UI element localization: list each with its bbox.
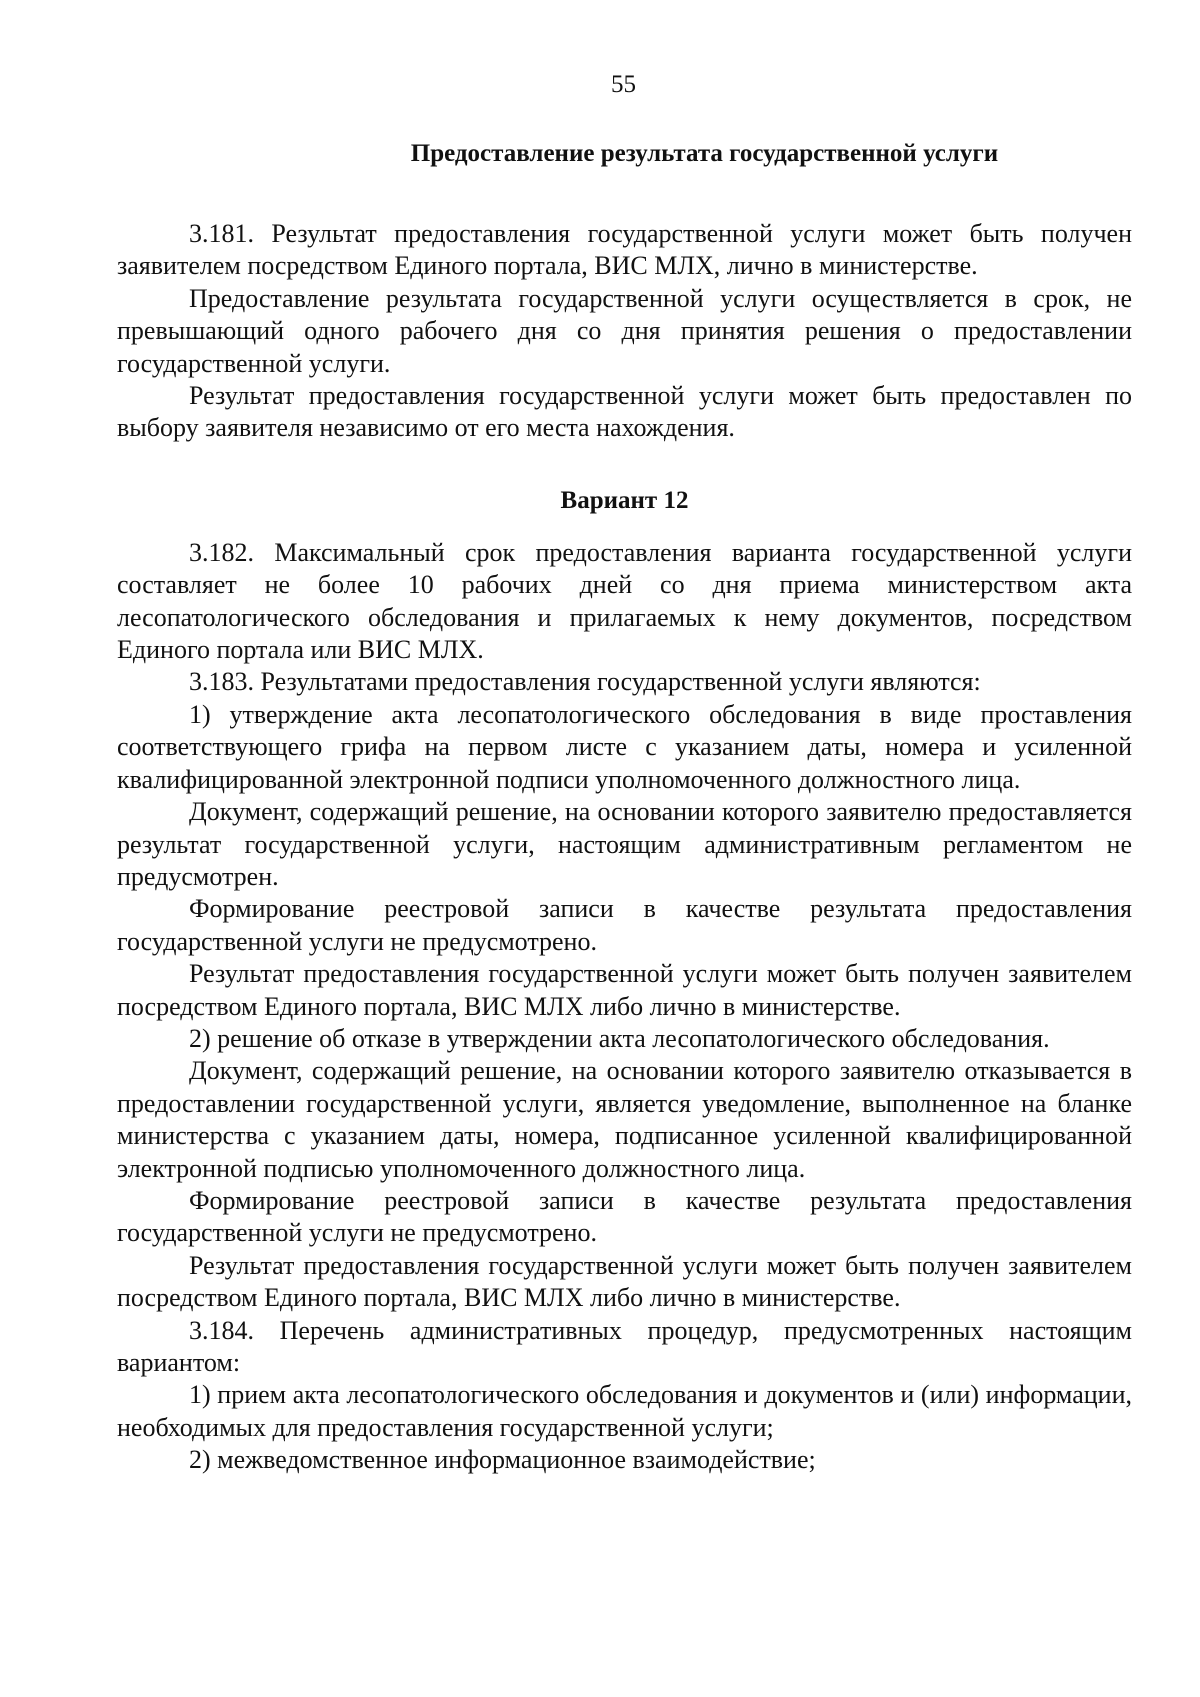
- paragraph-registry-record-2: Формирование реестровой записи в качестве результата предоставления государственной услуги не предусмотрено.: [117, 1185, 1132, 1248]
- paragraph-result-channels-1: Результат предоставления государственной услуги может быть получен заявителем посредством Единого портала, ВИС МЛХ либо лично в министерстве.: [117, 959, 1132, 1021]
- paragraph-3-182: 3.182. Максимальный срок предоставления варианта государственной услуги составляет не более 10 рабочих дней со дня приема министерством акта лесопатологического обследования и прилагаемых к нему документов, посредством Единого портала или ВИС МЛХ.: [117, 537, 1132, 665]
- paragraph-decision-document-2: Документ, содержащий решение, на основании которого заявителю отказывается в предоставлении государственной услуги, является уведомление, выполненное на бланке министерства с указанием даты, номера, подписанное усиленной квалифицированной электронной подписью уполномоченного должностного лица.: [117, 1056, 1132, 1183]
- paragraph-delivery-location: Результат предоставления государственной услуги может быть предоставлен по выбору заявителя независимо от его места нахождения.: [117, 381, 1132, 443]
- document-body: [117, 138, 1132, 1477]
- page-number: 55: [611, 71, 636, 98]
- paragraph-result-channels-2: Результат предоставления государственной услуги может быть получен заявителем посредством Единого портала, ВИС МЛХ либо лично в министерстве.: [117, 1250, 1132, 1313]
- paragraph-result-1-approval: 1) утверждение акта лесопатологического обследования в виде проставления соответствующего грифа на первом листе с указанием даты, номера и усиленной квалифицированной электронной подписи уполномоченного должностного лица.: [117, 699, 1132, 794]
- section-heading-variant-12: Вариант 12: [560, 486, 689, 514]
- paragraph-result-2-refusal: 2) решение об отказе в утверждении акта лесопатологического обследования.: [189, 1023, 1050, 1053]
- paragraph-3-184: 3.184. Перечень административных процедур, предусмотренных настоящим вариантом:: [117, 1315, 1132, 1377]
- paragraph-delivery-term: Предоставление результата государственной услуги осуществляется в срок, не превышающий одного рабочего дня со дня принятия решения о предоставлении государственной услуги.: [117, 283, 1132, 378]
- section-heading-result-delivery: Предоставление результата государственной услуги: [410, 140, 999, 167]
- paragraph-3-183: 3.183. Результатами предоставления государственной услуги являются:: [189, 667, 981, 697]
- paragraph-registry-record-1: Формирование реестровой записи в качестве результата предоставления государственной услуги не предусмотрено.: [117, 894, 1132, 956]
- paragraph-3-181: 3.181. Результат предоставления государственной услуги может быть получен заявителем посредством Единого портала, ВИС МЛХ, лично в министерстве.: [117, 219, 1132, 281]
- paragraph-procedure-1: 1) прием акта лесопатологического обследования и документов и (или) информации, необходимых для предоставления государственной услуги;: [117, 1380, 1132, 1442]
- paragraph-procedure-2: 2) межведомственное информационное взаимодействие;: [189, 1445, 816, 1475]
- paragraph-decision-document-1: Документ, содержащий решение, на основании которого заявителю предоставляется результат государственной услуги, настоящим административным регламентом не предусмотрен.: [117, 797, 1132, 891]
